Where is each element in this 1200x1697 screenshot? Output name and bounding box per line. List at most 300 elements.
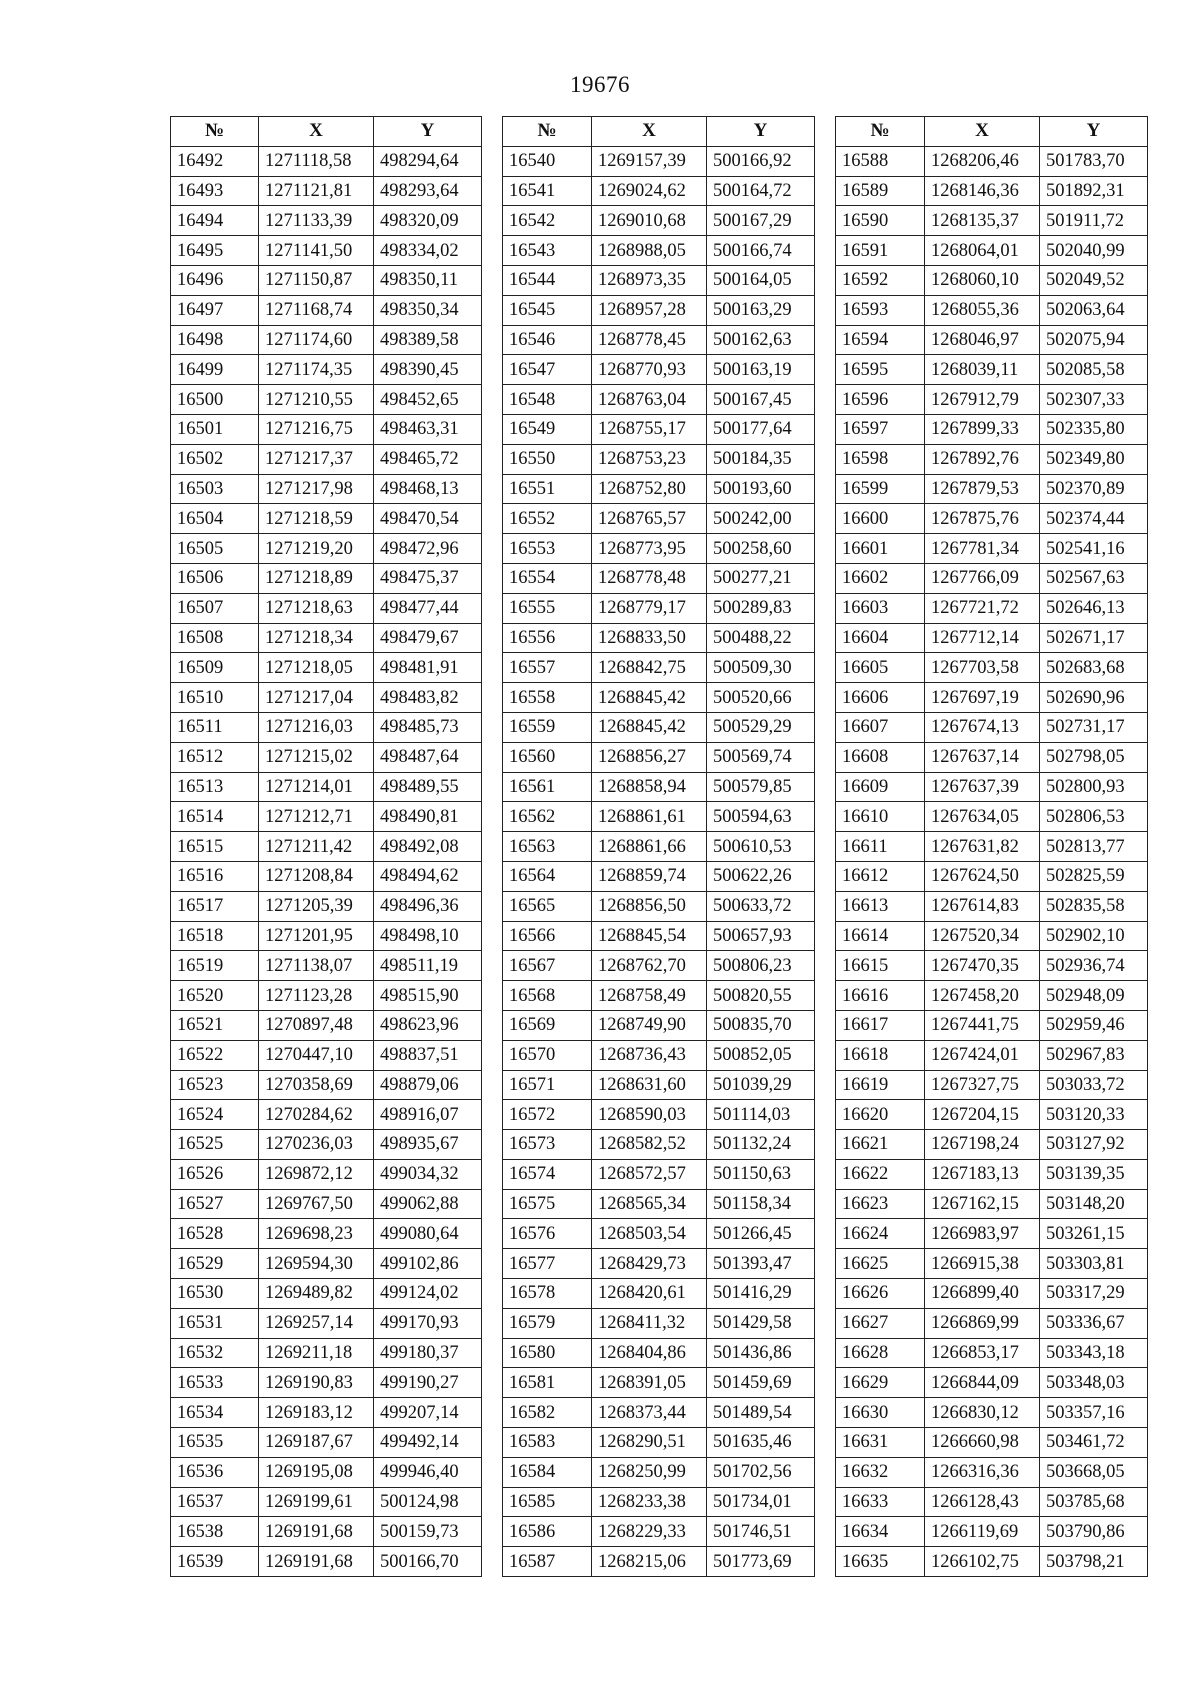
point-number-cell: 16583: [503, 1428, 592, 1458]
x-coordinate-cell: 1267899,33: [925, 414, 1040, 444]
x-coordinate-cell: 1268778,48: [592, 563, 707, 593]
y-coordinate-cell: 501773,69: [707, 1547, 815, 1577]
y-coordinate-cell: 501702,56: [707, 1457, 815, 1487]
y-coordinate-cell: 502683,68: [1040, 653, 1148, 683]
y-coordinate-cell: 502567,63: [1040, 563, 1148, 593]
point-number-cell: 16608: [836, 742, 925, 772]
x-coordinate-cell: 1268973,35: [592, 265, 707, 295]
point-number-cell: 16539: [171, 1547, 259, 1577]
y-coordinate-cell: 502806,53: [1040, 802, 1148, 832]
x-coordinate-cell: 1267637,39: [925, 772, 1040, 802]
page-number: 19676: [570, 72, 630, 97]
y-coordinate-cell: 501158,34: [707, 1189, 815, 1219]
point-number-cell: 16549: [503, 414, 592, 444]
y-coordinate-cell: 502902,10: [1040, 921, 1148, 951]
x-coordinate-cell: 1268773,95: [592, 534, 707, 564]
y-coordinate-cell: 500166,70: [374, 1547, 482, 1577]
table-row: [171, 1338, 482, 1368]
y-coordinate-cell: 498350,11: [374, 265, 482, 295]
x-coordinate-cell: 1271214,01: [259, 772, 374, 802]
y-coordinate-cell: 500594,63: [707, 802, 815, 832]
table-header-row: [171, 117, 482, 147]
x-coordinate-cell: 1268762,70: [592, 951, 707, 981]
x-coordinate-cell: 1268770,93: [592, 355, 707, 385]
y-coordinate-cell: 498492,08: [374, 832, 482, 862]
table-row: [503, 295, 815, 325]
x-coordinate-cell: 1269698,23: [259, 1219, 374, 1249]
table-row: [836, 444, 1148, 474]
point-number-cell: 16628: [836, 1338, 925, 1368]
x-coordinate-cell: 1269183,12: [259, 1398, 374, 1428]
table-row: [171, 1010, 482, 1040]
table-row: [503, 1457, 815, 1487]
x-coordinate-cell: 1267198,24: [925, 1130, 1040, 1160]
table-row: [171, 772, 482, 802]
table-row: [171, 1189, 482, 1219]
y-coordinate-cell: 498489,55: [374, 772, 482, 802]
point-number-cell: 16561: [503, 772, 592, 802]
table-row: [503, 176, 815, 206]
point-number-cell: 16533: [171, 1368, 259, 1398]
x-coordinate-cell: 1267674,13: [925, 712, 1040, 742]
table-row: [171, 891, 482, 921]
point-number-cell: 16503: [171, 474, 259, 504]
point-number-cell: 16623: [836, 1189, 925, 1219]
table-row: [503, 474, 815, 504]
table-row: [503, 1398, 815, 1428]
y-coordinate-cell: 498623,96: [374, 1010, 482, 1040]
y-coordinate-cell: 498389,58: [374, 325, 482, 355]
y-coordinate-cell: 498475,37: [374, 563, 482, 593]
header-y: Y: [1040, 117, 1148, 147]
y-coordinate-cell: 500166,92: [707, 146, 815, 176]
point-number-cell: 16560: [503, 742, 592, 772]
y-coordinate-cell: 498511,19: [374, 951, 482, 981]
x-coordinate-cell: 1268146,36: [925, 176, 1040, 206]
x-coordinate-cell: 1271201,95: [259, 921, 374, 951]
table-row: [836, 236, 1148, 266]
x-coordinate-cell: 1267162,15: [925, 1189, 1040, 1219]
x-coordinate-cell: 1266128,43: [925, 1487, 1040, 1517]
header-number: №: [171, 117, 259, 147]
point-number-cell: 16612: [836, 861, 925, 891]
point-number-cell: 16611: [836, 832, 925, 862]
table-row: [171, 921, 482, 951]
table-row: [836, 1368, 1148, 1398]
table-row: [503, 1279, 815, 1309]
point-number-cell: 16632: [836, 1457, 925, 1487]
point-number-cell: 16603: [836, 593, 925, 623]
x-coordinate-cell: 1271150,87: [259, 265, 374, 295]
table-row: [836, 1308, 1148, 1338]
table-row: [836, 1159, 1148, 1189]
table-row: [171, 981, 482, 1011]
point-number-cell: 16610: [836, 802, 925, 832]
point-number-cell: 16521: [171, 1010, 259, 1040]
point-number-cell: 16500: [171, 385, 259, 415]
x-coordinate-cell: 1268753,23: [592, 444, 707, 474]
x-coordinate-cell: 1267637,14: [925, 742, 1040, 772]
table-row: [503, 742, 815, 772]
table-row: [503, 325, 815, 355]
y-coordinate-cell: 498879,06: [374, 1070, 482, 1100]
table-row: [503, 1040, 815, 1070]
table-row: [836, 772, 1148, 802]
x-coordinate-cell: 1271208,84: [259, 861, 374, 891]
table-row: [171, 176, 482, 206]
x-coordinate-cell: 1271174,60: [259, 325, 374, 355]
x-coordinate-cell: 1269199,61: [259, 1487, 374, 1517]
table-row: [836, 623, 1148, 653]
point-number-cell: 16529: [171, 1249, 259, 1279]
y-coordinate-cell: 502307,33: [1040, 385, 1148, 415]
table-row: [503, 1130, 815, 1160]
point-number-cell: 16535: [171, 1428, 259, 1458]
x-coordinate-cell: 1268845,54: [592, 921, 707, 951]
y-coordinate-cell: 500164,72: [707, 176, 815, 206]
x-coordinate-cell: 1269024,62: [592, 176, 707, 206]
y-coordinate-cell: 501783,70: [1040, 146, 1148, 176]
y-coordinate-cell: 502671,17: [1040, 623, 1148, 653]
table-row: [503, 1249, 815, 1279]
table-row: [503, 1189, 815, 1219]
x-coordinate-cell: 1266844,09: [925, 1368, 1040, 1398]
y-coordinate-cell: 501393,47: [707, 1249, 815, 1279]
table-header-row: [503, 117, 815, 147]
point-number-cell: 16555: [503, 593, 592, 623]
point-number-cell: 16537: [171, 1487, 259, 1517]
point-number-cell: 16498: [171, 325, 259, 355]
point-number-cell: 16630: [836, 1398, 925, 1428]
point-number-cell: 16587: [503, 1547, 592, 1577]
x-coordinate-cell: 1268055,36: [925, 295, 1040, 325]
point-number-cell: 16590: [836, 206, 925, 236]
y-coordinate-cell: 500633,72: [707, 891, 815, 921]
y-coordinate-cell: 498463,31: [374, 414, 482, 444]
table-row: [171, 802, 482, 832]
point-number-cell: 16614: [836, 921, 925, 951]
y-coordinate-cell: 498494,62: [374, 861, 482, 891]
y-coordinate-cell: 498470,54: [374, 504, 482, 534]
x-coordinate-cell: 1268215,06: [592, 1547, 707, 1577]
point-number-cell: 16563: [503, 832, 592, 862]
x-coordinate-cell: 1268206,46: [925, 146, 1040, 176]
x-coordinate-cell: 1271218,63: [259, 593, 374, 623]
x-coordinate-cell: 1268290,51: [592, 1428, 707, 1458]
x-coordinate-cell: 1268060,10: [925, 265, 1040, 295]
table-row: [836, 1219, 1148, 1249]
table-row: [171, 504, 482, 534]
table-row: [503, 1547, 815, 1577]
y-coordinate-cell: 502813,77: [1040, 832, 1148, 862]
x-coordinate-cell: 1268736,43: [592, 1040, 707, 1070]
y-coordinate-cell: 500520,66: [707, 683, 815, 713]
point-number-cell: 16565: [503, 891, 592, 921]
y-coordinate-cell: 502541,16: [1040, 534, 1148, 564]
y-coordinate-cell: 501734,01: [707, 1487, 815, 1517]
x-coordinate-cell: 1268988,05: [592, 236, 707, 266]
x-coordinate-cell: 1267634,05: [925, 802, 1040, 832]
y-coordinate-cell: 498390,45: [374, 355, 482, 385]
table-header-row: [836, 117, 1148, 147]
point-number-cell: 16578: [503, 1279, 592, 1309]
y-coordinate-cell: 498472,96: [374, 534, 482, 564]
point-number-cell: 16615: [836, 951, 925, 981]
point-number-cell: 16536: [171, 1457, 259, 1487]
point-number-cell: 16556: [503, 623, 592, 653]
table-row: [836, 653, 1148, 683]
point-number-cell: 16532: [171, 1338, 259, 1368]
point-number-cell: 16581: [503, 1368, 592, 1398]
table-row: [836, 176, 1148, 206]
point-number-cell: 16522: [171, 1040, 259, 1070]
y-coordinate-cell: 498485,73: [374, 712, 482, 742]
x-coordinate-cell: 1266899,40: [925, 1279, 1040, 1309]
x-coordinate-cell: 1267879,53: [925, 474, 1040, 504]
y-coordinate-cell: 498293,64: [374, 176, 482, 206]
x-coordinate-cell: 1268778,45: [592, 325, 707, 355]
x-coordinate-cell: 1271216,75: [259, 414, 374, 444]
table-row: [836, 1517, 1148, 1547]
point-number-cell: 16600: [836, 504, 925, 534]
y-coordinate-cell: 498477,44: [374, 593, 482, 623]
y-coordinate-cell: 499034,32: [374, 1159, 482, 1189]
table-row: [503, 414, 815, 444]
point-number-cell: 16496: [171, 265, 259, 295]
y-coordinate-cell: 502959,46: [1040, 1010, 1148, 1040]
y-coordinate-cell: 498479,67: [374, 623, 482, 653]
y-coordinate-cell: 502646,13: [1040, 593, 1148, 623]
x-coordinate-cell: 1271121,81: [259, 176, 374, 206]
point-number-cell: 16552: [503, 504, 592, 534]
x-coordinate-cell: 1267624,50: [925, 861, 1040, 891]
x-coordinate-cell: 1267520,34: [925, 921, 1040, 951]
x-coordinate-cell: 1268779,17: [592, 593, 707, 623]
x-coordinate-cell: 1268755,17: [592, 414, 707, 444]
point-number-cell: 16551: [503, 474, 592, 504]
table-row: [836, 981, 1148, 1011]
table-row: [503, 1308, 815, 1338]
point-number-cell: 16621: [836, 1130, 925, 1160]
point-number-cell: 16606: [836, 683, 925, 713]
y-coordinate-cell: 502040,99: [1040, 236, 1148, 266]
table-row: [171, 623, 482, 653]
x-coordinate-cell: 1268763,04: [592, 385, 707, 415]
table-row: [171, 146, 482, 176]
y-coordinate-cell: 500184,35: [707, 444, 815, 474]
table-row: [171, 1040, 482, 1070]
table-row: [836, 146, 1148, 176]
point-number-cell: 16622: [836, 1159, 925, 1189]
y-coordinate-cell: 503790,86: [1040, 1517, 1148, 1547]
point-number-cell: 16538: [171, 1517, 259, 1547]
table-row: [836, 355, 1148, 385]
table-row: [503, 772, 815, 802]
x-coordinate-cell: 1268842,75: [592, 653, 707, 683]
table-row: [171, 1219, 482, 1249]
x-coordinate-cell: 1268957,28: [592, 295, 707, 325]
table-row: [836, 474, 1148, 504]
x-coordinate-cell: 1267441,75: [925, 1010, 1040, 1040]
point-number-cell: 16547: [503, 355, 592, 385]
table-row: [503, 1487, 815, 1517]
x-coordinate-cell: 1268565,34: [592, 1189, 707, 1219]
point-number-cell: 16631: [836, 1428, 925, 1458]
table-row: [171, 1159, 482, 1189]
y-coordinate-cell: 500193,60: [707, 474, 815, 504]
table-row: [503, 861, 815, 891]
x-coordinate-cell: 1269767,50: [259, 1189, 374, 1219]
x-coordinate-cell: 1269157,39: [592, 146, 707, 176]
y-coordinate-cell: 498334,02: [374, 236, 482, 266]
table-row: [503, 1159, 815, 1189]
y-coordinate-cell: 498496,36: [374, 891, 482, 921]
point-number-cell: 16554: [503, 563, 592, 593]
x-coordinate-cell: 1270897,48: [259, 1010, 374, 1040]
point-number-cell: 16584: [503, 1457, 592, 1487]
y-coordinate-cell: 501746,51: [707, 1517, 815, 1547]
x-coordinate-cell: 1267614,83: [925, 891, 1040, 921]
y-coordinate-cell: 502798,05: [1040, 742, 1148, 772]
x-coordinate-cell: 1267875,76: [925, 504, 1040, 534]
table-row: [503, 504, 815, 534]
x-coordinate-cell: 1268856,50: [592, 891, 707, 921]
y-coordinate-cell: 500166,74: [707, 236, 815, 266]
table-row: [171, 1368, 482, 1398]
x-coordinate-cell: 1271217,98: [259, 474, 374, 504]
x-coordinate-cell: 1271205,39: [259, 891, 374, 921]
y-coordinate-cell: 500488,22: [707, 623, 815, 653]
coordinates-table-3: [835, 116, 1148, 1577]
table-row: [836, 593, 1148, 623]
y-coordinate-cell: 503348,03: [1040, 1368, 1148, 1398]
y-coordinate-cell: 500162,63: [707, 325, 815, 355]
y-coordinate-cell: 501429,58: [707, 1308, 815, 1338]
x-coordinate-cell: 1270236,03: [259, 1130, 374, 1160]
x-coordinate-cell: 1271217,04: [259, 683, 374, 713]
point-number-cell: 16597: [836, 414, 925, 444]
x-coordinate-cell: 1268582,52: [592, 1130, 707, 1160]
y-coordinate-cell: 500835,70: [707, 1010, 815, 1040]
point-number-cell: 16625: [836, 1249, 925, 1279]
x-coordinate-cell: 1266853,17: [925, 1338, 1040, 1368]
point-number-cell: 16635: [836, 1547, 925, 1577]
point-number-cell: 16624: [836, 1219, 925, 1249]
point-number-cell: 16527: [171, 1189, 259, 1219]
x-coordinate-cell: 1268503,54: [592, 1219, 707, 1249]
point-number-cell: 16594: [836, 325, 925, 355]
point-number-cell: 16613: [836, 891, 925, 921]
y-coordinate-cell: 503127,92: [1040, 1130, 1148, 1160]
point-number-cell: 16574: [503, 1159, 592, 1189]
x-coordinate-cell: 1271217,37: [259, 444, 374, 474]
point-number-cell: 16599: [836, 474, 925, 504]
table-row: [171, 683, 482, 713]
table-row: [171, 295, 482, 325]
y-coordinate-cell: 499190,27: [374, 1368, 482, 1398]
y-coordinate-cell: 503343,18: [1040, 1338, 1148, 1368]
table-row: [171, 1130, 482, 1160]
header-y: Y: [374, 117, 482, 147]
point-number-cell: 16557: [503, 653, 592, 683]
point-number-cell: 16559: [503, 712, 592, 742]
y-coordinate-cell: 499207,14: [374, 1398, 482, 1428]
table-row: [836, 921, 1148, 951]
y-coordinate-cell: 500820,55: [707, 981, 815, 1011]
y-coordinate-cell: 499170,93: [374, 1308, 482, 1338]
point-number-cell: 16502: [171, 444, 259, 474]
point-number-cell: 16546: [503, 325, 592, 355]
point-number-cell: 16588: [836, 146, 925, 176]
x-coordinate-cell: 1268391,05: [592, 1368, 707, 1398]
point-number-cell: 16492: [171, 146, 259, 176]
x-coordinate-cell: 1268250,99: [592, 1457, 707, 1487]
table-row: [171, 653, 482, 683]
y-coordinate-cell: 498935,67: [374, 1130, 482, 1160]
y-coordinate-cell: 499492,14: [374, 1428, 482, 1458]
header-number: №: [503, 117, 592, 147]
y-coordinate-cell: 501459,69: [707, 1368, 815, 1398]
point-number-cell: 16523: [171, 1070, 259, 1100]
table-row: [171, 385, 482, 415]
y-coordinate-cell: 501489,54: [707, 1398, 815, 1428]
x-coordinate-cell: 1268373,44: [592, 1398, 707, 1428]
point-number-cell: 16526: [171, 1159, 259, 1189]
table-row: [171, 444, 482, 474]
y-coordinate-cell: 503317,29: [1040, 1279, 1148, 1309]
x-coordinate-cell: 1271219,20: [259, 534, 374, 564]
table-row: [171, 236, 482, 266]
y-coordinate-cell: 500529,29: [707, 712, 815, 742]
y-coordinate-cell: 500277,21: [707, 563, 815, 593]
point-number-cell: 16509: [171, 653, 259, 683]
table-row: [503, 712, 815, 742]
table-row: [171, 474, 482, 504]
y-coordinate-cell: 498350,34: [374, 295, 482, 325]
point-number-cell: 16562: [503, 802, 592, 832]
table-row: [171, 414, 482, 444]
point-number-cell: 16618: [836, 1040, 925, 1070]
y-coordinate-cell: 499080,64: [374, 1219, 482, 1249]
coordinates-table-2: [502, 116, 815, 1577]
y-coordinate-cell: 498498,10: [374, 921, 482, 951]
point-number-cell: 16572: [503, 1100, 592, 1130]
y-coordinate-cell: 503261,15: [1040, 1219, 1148, 1249]
table-row: [503, 1428, 815, 1458]
point-number-cell: 16517: [171, 891, 259, 921]
y-coordinate-cell: 502825,59: [1040, 861, 1148, 891]
y-coordinate-cell: 500509,30: [707, 653, 815, 683]
y-coordinate-cell: 499062,88: [374, 1189, 482, 1219]
x-coordinate-cell: 1270284,62: [259, 1100, 374, 1130]
y-coordinate-cell: 502800,93: [1040, 772, 1148, 802]
y-coordinate-cell: 502349,80: [1040, 444, 1148, 474]
x-coordinate-cell: 1271174,35: [259, 355, 374, 385]
y-coordinate-cell: 500124,98: [374, 1487, 482, 1517]
point-number-cell: 16579: [503, 1308, 592, 1338]
table-row: [171, 861, 482, 891]
table-row: [171, 534, 482, 564]
x-coordinate-cell: 1271141,50: [259, 236, 374, 266]
x-coordinate-cell: 1268229,33: [592, 1517, 707, 1547]
x-coordinate-cell: 1271138,07: [259, 951, 374, 981]
y-coordinate-cell: 501150,63: [707, 1159, 815, 1189]
y-coordinate-cell: 503033,72: [1040, 1070, 1148, 1100]
table-row: [171, 1279, 482, 1309]
x-coordinate-cell: 1266119,69: [925, 1517, 1040, 1547]
point-number-cell: 16634: [836, 1517, 925, 1547]
y-coordinate-cell: 502835,58: [1040, 891, 1148, 921]
